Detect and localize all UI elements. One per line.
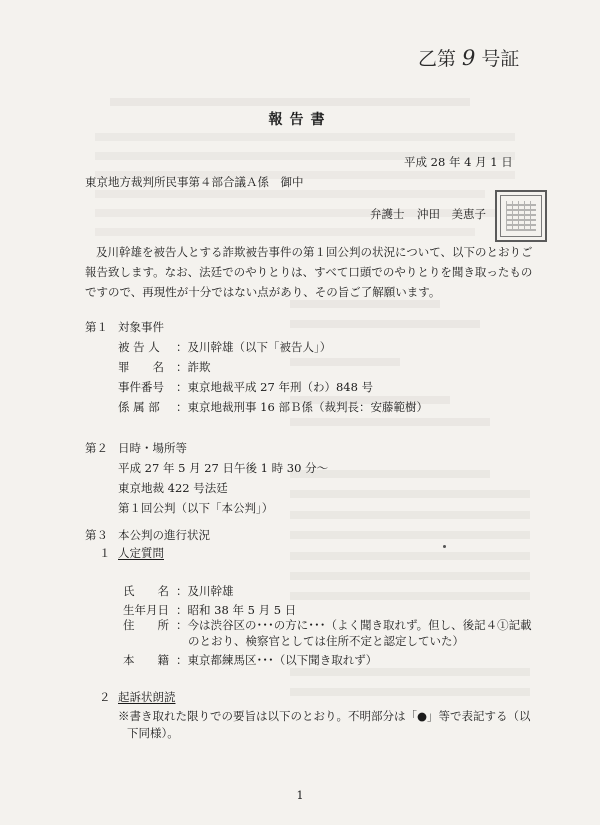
lawyer-seal-stamp [495, 190, 547, 242]
section2-number: 第２ [85, 441, 108, 455]
document-date: 平成 28 年 4 月 1 日 [404, 155, 513, 169]
section1-value-case-number: ：東京地裁平成 27 年刑（わ）848 号 [176, 380, 374, 394]
identity-label-address: 住 所 [123, 618, 169, 632]
subsection2-number: ２ [99, 690, 111, 704]
section1-value-division: ：東京地裁刑事 16 部Ｂ係（裁判長：安藤範樹） [176, 400, 428, 414]
section1-value-charge: ：詐欺 [176, 360, 211, 374]
note-line-2: 下同様）。 [127, 726, 179, 740]
subsection1-heading: 人定質問 [118, 546, 164, 560]
identity-value-dob: ：昭和 38 年 5 月 5 日 [176, 603, 297, 617]
intro-line-2: 報告致します。なお、法廷でのやりとりは、すべて口頭でのやりとりを聞き取ったもの [85, 265, 533, 279]
page-number: 1 [296, 789, 304, 802]
exhibit-prefix: 乙第 [418, 48, 457, 70]
section2-line-hearing: 第１回公判（以下「本公判」） [118, 501, 274, 515]
note-line-1: ※書き取れた限りでの要旨は以下のとおり。不明部分は「●」等で表記する（以 [118, 709, 531, 723]
section2-line-courtroom: 東京地裁 422 号法廷 [118, 481, 228, 495]
document-title: 報告書 [268, 112, 332, 128]
exhibit-suffix: 号証 [481, 48, 520, 70]
exhibit-number: 9 [462, 46, 476, 70]
identity-value-address: ：今は渋谷区の･･･の方に･･･（よく聞き取れず。但し、後記４①記載 [176, 618, 532, 632]
stray-mark [443, 545, 446, 548]
section1-label-defendant: 被 告 人 [118, 340, 160, 354]
section2-heading: 日時・場所等 [118, 441, 187, 455]
section1-label-case-number: 事件番号 [118, 380, 164, 394]
subsection1-number: １ [99, 546, 111, 560]
identity-label-name: 氏 名 [123, 584, 169, 598]
identity-value-address-cont: のとおり、検察官としては住所不定と認定していた） [188, 634, 464, 648]
section1-number: 第１ [85, 320, 108, 334]
intro-line-3: ですので、再現性が十分ではない点があり、その旨ご了解願います。 [85, 285, 441, 299]
section1-label-division: 係 属 部 [118, 400, 160, 414]
section1-value-defendant: ：及川幹雄（以下「被告人」） [176, 340, 332, 354]
section2-line-datetime: 平成 27 年 5 月 27 日午後 1 時 30 分～ [118, 461, 329, 475]
author-role: 弁護士 [370, 207, 405, 221]
identity-label-dob: 生年月日 [123, 603, 169, 617]
section3-heading: 本公判の進行状況 [118, 528, 210, 542]
identity-value-domicile: ：東京都練馬区･･･（以下聞き取れず） [176, 653, 378, 667]
author-name: 沖田 美恵子 [417, 207, 486, 221]
identity-value-name: ：及川幹雄 [176, 584, 234, 598]
subsection2-heading: 起訴状朗読 [118, 690, 176, 704]
section3-number: 第３ [85, 528, 108, 542]
intro-line-1: 及川幹雄を被告人とする詐欺被告事件の第１回公判の状況について、以下のとおりご [96, 245, 533, 259]
section1-label-charge: 罪 名 [118, 360, 164, 374]
identity-label-domicile: 本 籍 [123, 653, 169, 667]
section1-heading: 対象事件 [118, 320, 164, 334]
addressee: 東京地方裁判所民事第４部合議Ａ係 御中 [85, 175, 304, 189]
exhibit-label [418, 44, 519, 71]
